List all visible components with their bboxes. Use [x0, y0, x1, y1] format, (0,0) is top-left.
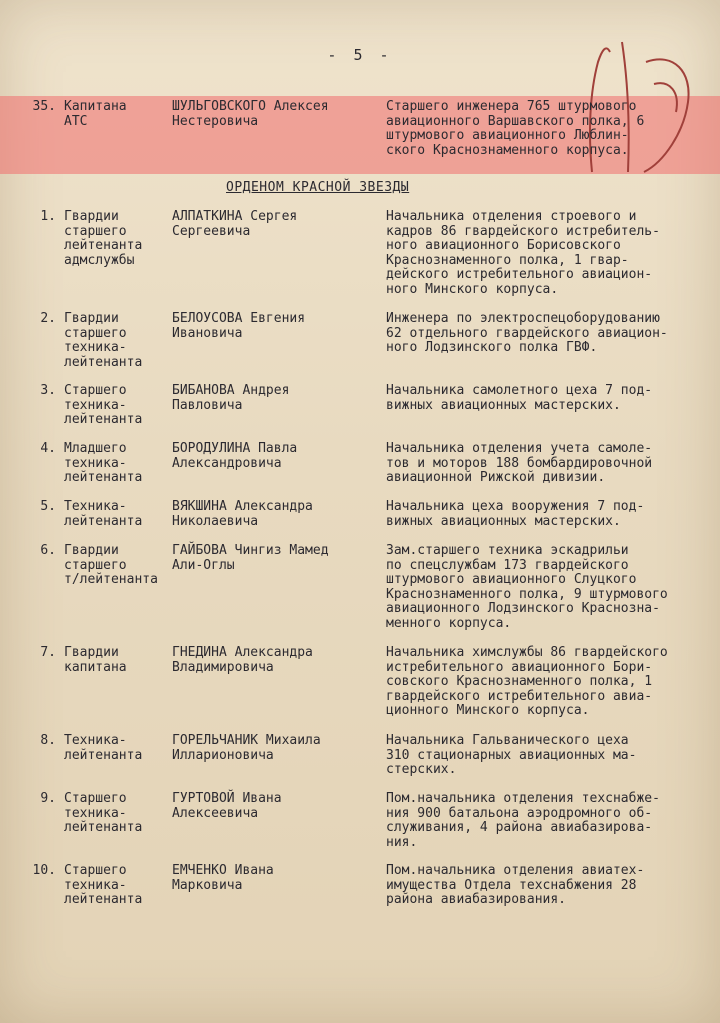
entry-position: Начальника отделения учета самоле- тов и моторов 188 бомбардировочной авиационной Рижской дивизии.: [386, 441, 653, 485]
entry-rank: Старшего техника- лейтенанта: [64, 383, 143, 427]
entry-row-highlighted: [0, 100, 720, 170]
entry-name: БОРОДУЛИНА Павла Александровича: [172, 441, 298, 471]
entry-position: Начальника отделения строевого и кадров 86 гвардейского истребитель- ного авиационного Борисовского Краснознаменного полка, 1 гвар- дейского истребительного авиацион- ного Минского корпуса.: [386, 209, 660, 297]
entry-number: 2.: [40, 311, 56, 326]
entry-rank: Гвардии капитана: [64, 645, 127, 675]
entry-name: ГАЙБОВА Чингиз Мамед Али-Оглы: [172, 543, 329, 573]
entry-rank: Техника- лейтенанта: [64, 733, 143, 763]
entry-number: 3.: [40, 383, 56, 398]
entry-rank: Техника- лейтенанта: [64, 499, 143, 529]
entry-number: 9.: [40, 791, 56, 806]
entry-position: Начальника цеха вооружения 7 под- вижных авиационных мастерских.: [386, 499, 645, 529]
page-number: - 5 -: [327, 46, 393, 64]
entry-number: 7.: [40, 645, 56, 660]
entry-position: Начальника самолетного цеха 7 под- вижных авиационных мастерских.: [386, 383, 653, 413]
entry-position: Зам.старшего техника эскадрильи по спецслужбам 173 гвардейского штурмового авиационного Слуцкого Краснознаменного полка, 9 штурмового авиационного Лодзинского Краснозна- менного корпуса.: [386, 543, 668, 631]
entry-name: ГНЕДИНА Александра Владимировича: [172, 645, 313, 675]
entry-position: Пом.начальника отделения авиатех- имущества Отдела техснабжения 28 района авиабазирования.: [386, 863, 645, 907]
entry-position: Инженера по электроспецоборудованию 62 отдельного гвардейского авиацион- ного Лодзинского полка ГВФ.: [386, 311, 668, 355]
entry-number: 8.: [40, 733, 56, 748]
section-title: ОРДЕНОМ КРАСНОЙ ЗВЕЗДЫ: [226, 180, 410, 195]
entry-position: Пом.начальника отделения техснабже- ния 900 батальона аэродромного об- служивания, 4 района авиабазирова- ния.: [386, 791, 660, 850]
entry-name: ШУЛЬГОВСКОГО Алексея Нестеровича: [172, 99, 329, 129]
entry-rank: Капитана АТС: [64, 99, 127, 129]
entry-number: 35.: [32, 99, 56, 114]
entry-name: БЕЛОУСОВА Евгения Ивановича: [172, 311, 306, 341]
entry-number: 10.: [32, 863, 56, 878]
entry-number: 5.: [40, 499, 56, 514]
entry-name: АЛПАТКИНА Сергея Сергеевича: [172, 209, 298, 239]
entry-number: 1.: [40, 209, 56, 224]
entry-number: 6.: [40, 543, 56, 558]
entry-name: ГОРЕЛЬЧАНИК Михаила Илларионовича: [172, 733, 321, 763]
entry-rank: Гвардии старшего лейтенанта адмслужбы: [64, 209, 143, 268]
entry-number: 4.: [40, 441, 56, 456]
entry-position: Начальника Гальванического цеха 310 стационарных авиационных ма- стерских.: [386, 733, 637, 777]
entry-rank: Гвардии старшего техника- лейтенанта: [64, 311, 143, 370]
entry-position: Старшего инженера 765 штурмового авиационного Варшавского полка, 6 штурмового авиационного Люблин- ского Краснознаменного корпуса.: [386, 99, 645, 158]
entry-rank: Старшего техника- лейтенанта: [64, 863, 143, 907]
entry-name: ГУРТОВОЙ Ивана Алексеевича: [172, 791, 282, 821]
entry-rank: Младшего техника- лейтенанта: [64, 441, 143, 485]
entry-position: Начальника химслужбы 86 гвардейского истребительного авиационного Бори- совского Краснознаменного полка, 1 гвардейского истребительного авиа- ционного Минского корпуса.: [386, 645, 668, 718]
entry-rank: Старшего техника- лейтенанта: [64, 791, 143, 835]
entry-name: ВЯКШИНА Александра Николаевича: [172, 499, 313, 529]
entry-rank: Гвардии старшего т/лейтенанта: [64, 543, 158, 587]
entry-name: ЕМЧЕНКО Ивана Марковича: [172, 863, 274, 893]
entry-name: БИБАНОВА Андрея Павловича: [172, 383, 290, 413]
